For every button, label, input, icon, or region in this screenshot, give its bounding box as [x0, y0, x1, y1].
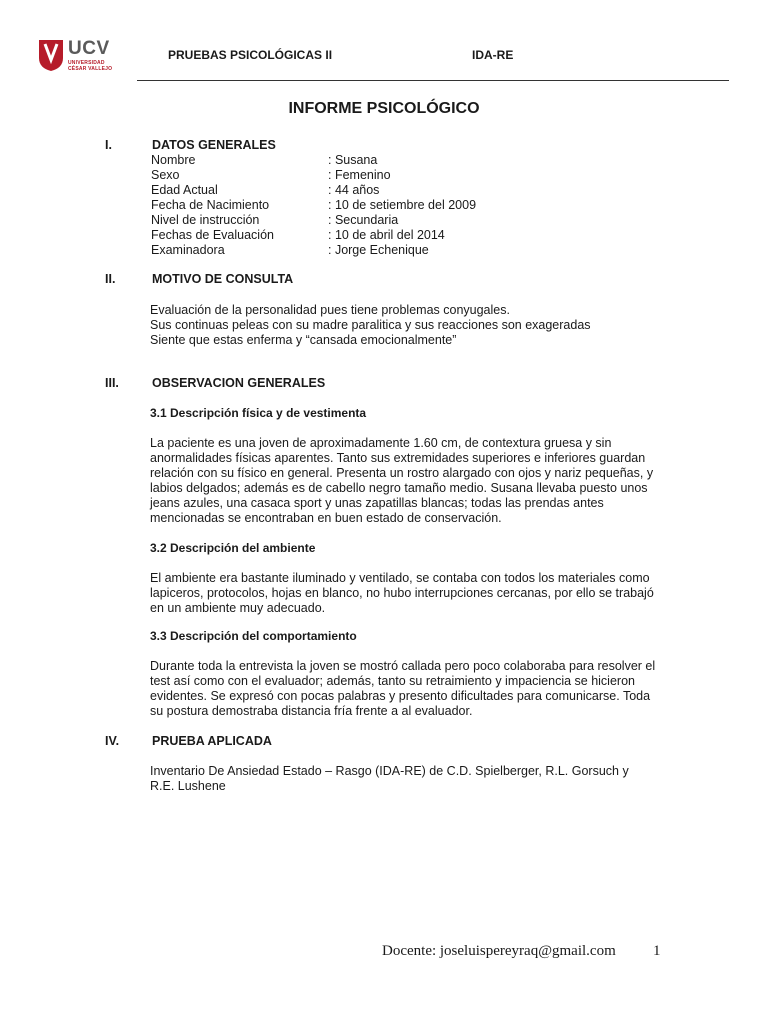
field-label: Nombre [151, 153, 196, 167]
section-4-title: PRUEBA APLICADA [152, 734, 272, 748]
university-logo [37, 38, 117, 74]
text-line: evidentes. Se expresó con pocas palabras y presento dificultades para comunicarse. Toda [150, 689, 651, 703]
field-value: : Susana [328, 153, 378, 167]
text-line: su postura demostraba distancia fría frente a al evaluador. [150, 704, 473, 718]
subsection-3-2-paragraph [150, 571, 670, 616]
text-line: jeans azules, una casaca sport y unas zapatillas blancas; todas las prendas antes [150, 496, 604, 510]
field-value: : 10 de abril del 2014 [328, 228, 445, 242]
field-label: Examinadora [151, 243, 225, 257]
text-line: test así como con el evaluador; además, tanto su retraimiento y impaciencia se hicieron [150, 674, 635, 688]
field-fechas-evaluacion [151, 228, 445, 243]
motivo-paragraph [150, 303, 670, 348]
field-label: Fechas de Evaluación [151, 228, 274, 242]
section-1-number: I. [105, 138, 112, 152]
field-label: Edad Actual [151, 183, 218, 197]
text-line: Evaluación de la personalidad pues tiene problemas conyugales. [150, 303, 510, 317]
field-value: : Secundaria [328, 213, 399, 227]
field-value: : 44 años [328, 183, 380, 197]
field-value: : Jorge Echenique [328, 243, 429, 257]
subsection-3-3-title: 3.3 Descripción del comportamiento [150, 629, 357, 643]
field-examinadora [151, 243, 429, 258]
header-test-code: IDA-RE [472, 48, 514, 62]
logo-subtitle-1: UNIVERSIDAD [68, 60, 105, 66]
section-3-title: OBSERVACION GENERALES [152, 376, 326, 390]
field-label: Fecha de Nacimiento [151, 198, 270, 212]
text-line: Durante toda la entrevista la joven se mostró callada pero poco colaboraba para resolver el [150, 659, 656, 673]
subsection-3-3-paragraph [150, 659, 670, 719]
text-line: R.E. Lushene [150, 779, 226, 793]
subsection-3-1-paragraph [150, 436, 670, 526]
text-line: Inventario De Ansiedad Estado – Rasgo (IDA-RE) de C.D. Spielberger, R.L. Gorsuch y [150, 764, 629, 778]
subsection-3-1-title: 3.1 Descripción física y de vestimenta [150, 406, 367, 420]
field-nivel-instruccion [151, 213, 398, 228]
field-value: : Femenino [328, 168, 391, 182]
section-2-number: II. [105, 272, 116, 286]
header-divider [137, 80, 729, 81]
footer-docente: Docente: joseluispereyraq@gmail.com [382, 943, 616, 959]
field-nombre [151, 153, 377, 168]
logo-wordmark: UCV [68, 38, 110, 59]
text-line: La paciente es una joven de aproximadamente 1.60 cm, de contextura gruesa y sin [150, 436, 612, 450]
section-3-number: III. [105, 376, 119, 390]
text-line: lapiceros, protocolos, hojas en blanco, no hubo interrupciones cercanas, por ello se trabajó [150, 586, 654, 600]
document-title: INFORME PSICOLÓGICO [288, 100, 480, 117]
text-line: Siente que estas enferma y “cansada emocionalmente” [150, 333, 457, 347]
text-line: en un ambiente muy adecuado. [150, 601, 326, 615]
text-line: anormalidades físicas aparentes. Tanto sus extremidades superiores e inferiores guardan [150, 451, 646, 465]
text-line: relación con su físico en general. Presenta un rostro alargado con ojos y nariz pequeñas, y [150, 466, 654, 480]
section-1-title: DATOS GENERALES [152, 138, 276, 152]
header-course: PRUEBAS PSICOLÓGICAS II [168, 48, 333, 62]
section-4-number: IV. [105, 734, 120, 748]
text-line: Sus continuas peleas con su madre paralitica y sus reacciones son exageradas [150, 318, 591, 332]
field-edad [151, 183, 379, 198]
ucv-shield-icon [37, 38, 65, 72]
field-sexo [151, 168, 391, 183]
section-2-title: MOTIVO DE CONSULTA [152, 272, 294, 286]
page-number: 1 [653, 943, 661, 959]
prueba-paragraph [150, 764, 670, 794]
field-value: : 10 de setiembre del 2009 [328, 198, 477, 212]
field-label: Nivel de instrucción [151, 213, 260, 227]
subsection-3-2-title: 3.2 Descripción del ambiente [150, 541, 316, 555]
text-line: El ambiente era bastante iluminado y ventilado, se contaba con todos los materiales como [150, 571, 650, 585]
field-label: Sexo [151, 168, 180, 182]
text-line: mencionadas se encontraban en buen estado de conservación. [150, 511, 502, 525]
text-line: labios delgados; además es de cabello negro tamaño medio. Susana llevaba puesto unos [150, 481, 648, 495]
logo-subtitle-2: CÉSAR VALLEJO [68, 66, 113, 72]
field-fecha-nacimiento [151, 198, 476, 213]
